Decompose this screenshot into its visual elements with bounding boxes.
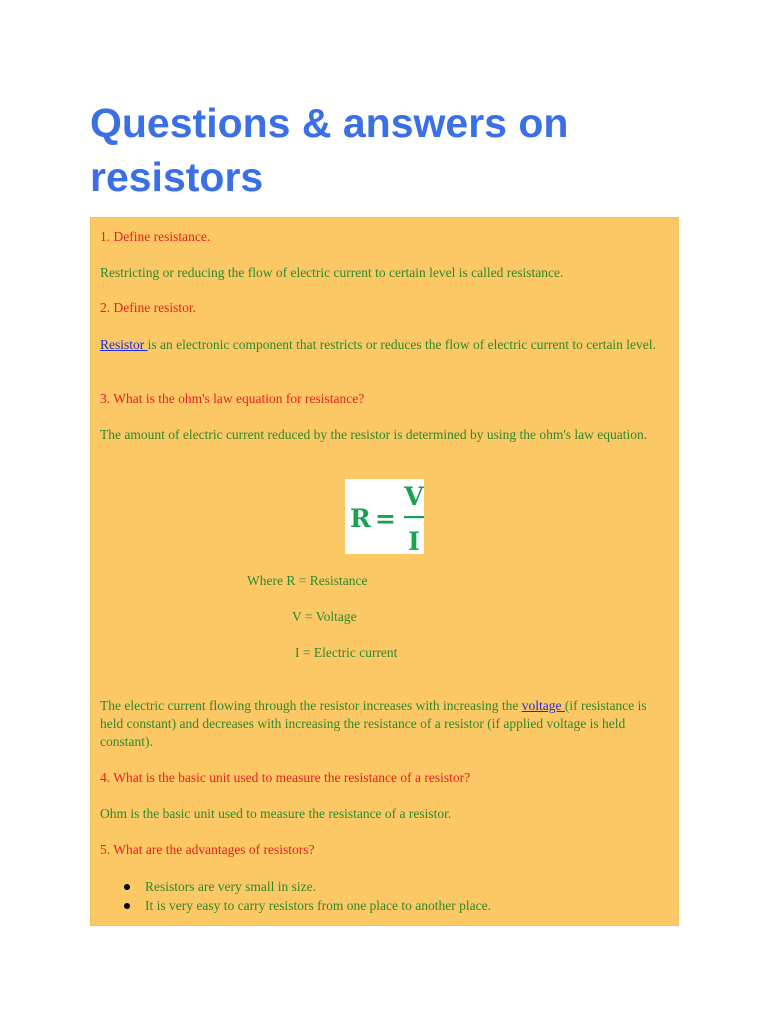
- formula-fraction-bar: [404, 516, 424, 518]
- formula-numerator: V: [404, 482, 424, 511]
- qa-panel: [91, 218, 678, 925]
- answer-3-explanation-end: (if resistance is held constant) and decreases with increasing the resistance of a resistor (if applied voltage is held constant).: [100, 698, 647, 749]
- where-voltage: V = Voltage: [292, 609, 357, 624]
- question-2: 2. Define resistor.: [100, 300, 196, 315]
- formula-lhs: R: [350, 504, 371, 533]
- ohms-law-formula-image: [345, 479, 424, 554]
- question-5: 5. What are the advantages of resistors?: [100, 842, 315, 857]
- answer-2: [100, 336, 670, 354]
- where-current: I = Electric current: [295, 645, 398, 660]
- list-item-text: Resistors are very small in size.: [145, 879, 316, 894]
- list-item-text: It is very easy to carry resistors from one place to another place.: [145, 898, 491, 913]
- bullet-icon: [124, 884, 130, 890]
- answer-3: The amount of electric current reduced by the resistor is determined by using the ohm's law equation.: [100, 427, 648, 442]
- where-resistance: Where R = Resistance: [247, 573, 368, 588]
- answer-2-text: is an electronic component that restricts or reduces the flow of electric current to certain level.: [147, 337, 656, 352]
- resistor-link[interactable]: Resistor: [100, 337, 148, 352]
- list-item: [124, 897, 491, 916]
- question-1: 1. Define resistance.: [100, 229, 211, 244]
- answer-1: Restricting or reducing the flow of electric current to certain level is called resistance.: [100, 265, 564, 280]
- question-4: 4. What is the basic unit used to measure the resistance of a resistor?: [100, 770, 471, 785]
- list-item: [124, 878, 491, 897]
- answer-4: Ohm is the basic unit used to measure the resistance of a resistor.: [100, 806, 452, 821]
- formula-equals: =: [375, 504, 396, 533]
- answer-3-explanation-start: The electric current flowing through the resistor increases with increasing the: [100, 698, 522, 713]
- page-title: Questions & answers on resistors: [90, 100, 569, 200]
- advantages-list: [124, 878, 491, 916]
- bullet-icon: [124, 903, 130, 909]
- formula-denominator: I: [408, 527, 420, 554]
- question-3: 3. What is the ohm's law equation for resistance?: [100, 391, 365, 406]
- voltage-link[interactable]: voltage: [521, 698, 565, 713]
- answer-3-explanation: [100, 697, 670, 751]
